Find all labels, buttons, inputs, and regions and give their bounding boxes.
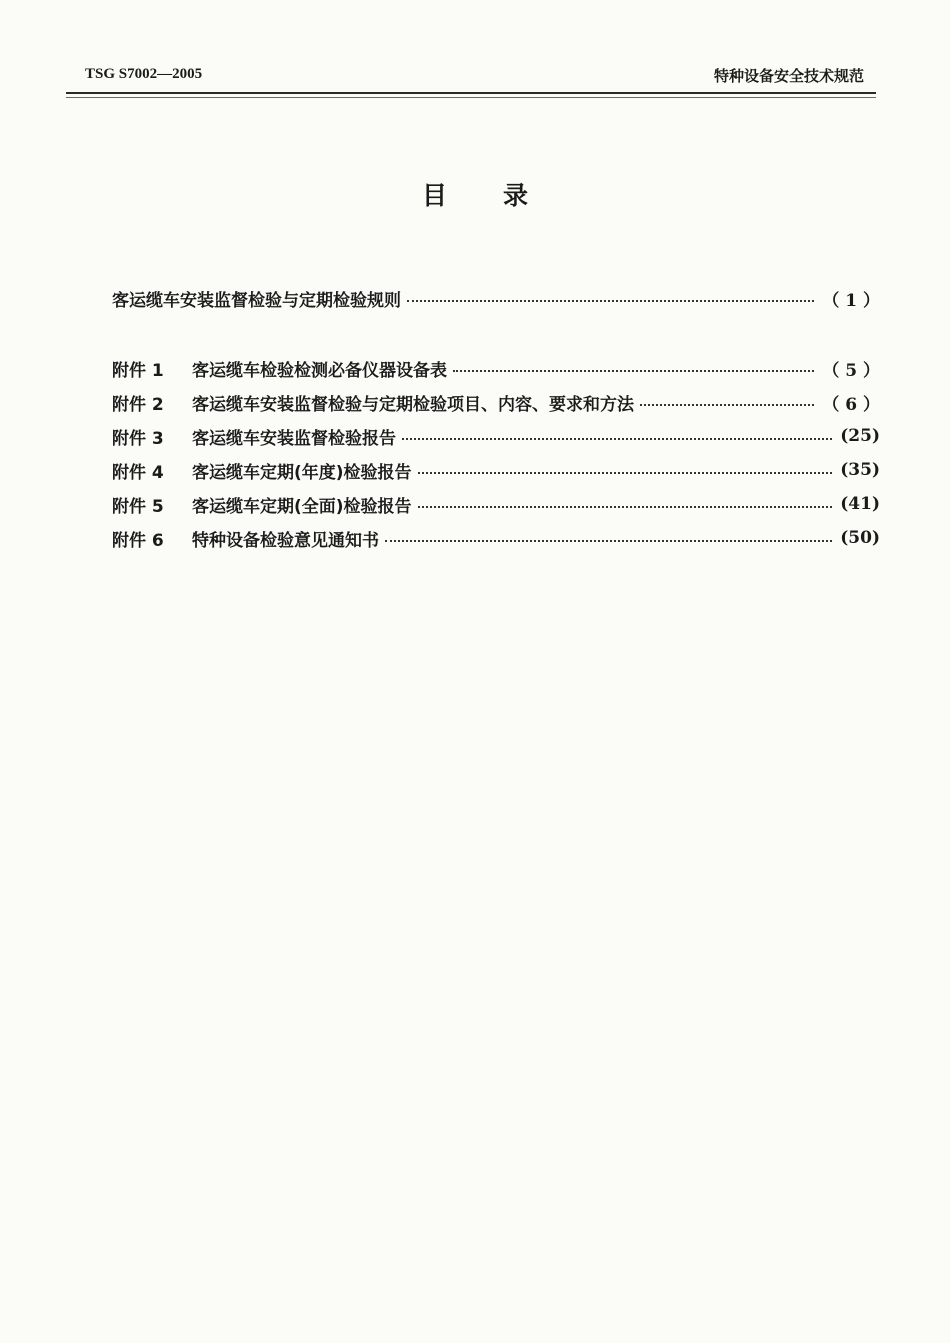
toc-entry-page: （ 6 ） — [822, 394, 880, 415]
toc-leader-dots — [402, 438, 832, 440]
toc-entry-title: 客运缆车定期(年度)检验报告 — [192, 462, 412, 483]
toc-entry-appendix-4[interactable] — [112, 457, 880, 483]
toc-entry-title: 客运缆车定期(全面)检验报告 — [192, 496, 412, 517]
header-divider — [66, 92, 876, 94]
toc-leader-dots — [407, 300, 814, 302]
toc-entry-main[interactable] — [112, 285, 880, 311]
toc-entry-label: 附件 3 — [112, 428, 164, 449]
toc-entry-title: 客运缆车安装监督检验与定期检验项目、内容、要求和方法 — [192, 394, 634, 415]
toc-entry-page: (25) — [840, 426, 880, 446]
toc-entry-title: 客运缆车安装监督检验报告 — [192, 428, 396, 449]
toc-leader-dots — [418, 472, 833, 474]
standard-code: TSG S7002—2005 — [85, 66, 203, 82]
toc-entry-page: (35) — [840, 460, 880, 480]
toc-entry-appendix-6[interactable] — [112, 525, 880, 551]
toc-entry-appendix-3[interactable] — [112, 423, 880, 449]
toc-entry-label: 附件 2 — [112, 394, 164, 415]
toc-leader-dots — [385, 540, 832, 542]
header-divider-thin — [66, 97, 876, 98]
toc-leader-dots — [418, 506, 833, 508]
toc-entry-appendix-1[interactable] — [112, 355, 880, 381]
toc-entry-title: 客运缆车安装监督检验与定期检验规则 — [112, 290, 401, 311]
page-title: 目录 — [421, 181, 584, 210]
toc-entry-title: 特种设备检验意见通知书 — [192, 530, 379, 551]
toc-entry-label: 附件 6 — [112, 530, 164, 551]
toc-entry-page: （ 5 ） — [822, 360, 880, 381]
toc-entry-appendix-2[interactable] — [112, 389, 880, 415]
toc-entry-title: 客运缆车检验检测必备仪器设备表 — [192, 360, 447, 381]
toc-leader-dots — [640, 404, 814, 406]
toc-entry-page: (41) — [840, 494, 880, 514]
toc-entry-appendix-5[interactable] — [112, 491, 880, 517]
toc-entry-label: 附件 5 — [112, 496, 164, 517]
toc-entry-label: 附件 1 — [112, 360, 164, 381]
toc-entry-label: 附件 4 — [112, 462, 164, 483]
toc-leader-dots — [453, 370, 814, 372]
toc-entry-page: (50) — [840, 528, 880, 548]
regulation-category: 特种设备安全技术规范 — [713, 67, 864, 85]
toc-entry-page: （ 1 ） — [822, 290, 880, 311]
